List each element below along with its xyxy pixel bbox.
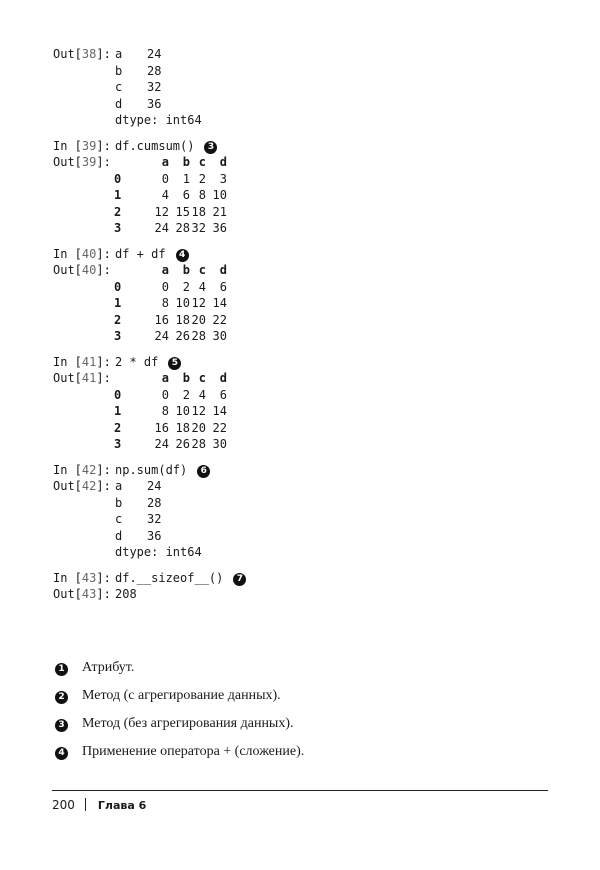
input-cell xyxy=(53,570,246,587)
note-text: Метод (с агрегирование данных). xyxy=(82,688,281,703)
table-cell: 12 xyxy=(191,404,206,418)
output-line xyxy=(53,112,202,129)
output-key: a xyxy=(115,479,123,493)
output-line xyxy=(53,154,115,171)
output-line xyxy=(53,544,202,561)
input-cell xyxy=(53,246,189,263)
prompt-number: 42 xyxy=(81,479,97,493)
note-text: Атрибут. xyxy=(82,660,135,675)
output-value: 36 xyxy=(147,96,162,111)
output-key: b xyxy=(115,63,123,78)
input-code: df + df xyxy=(115,246,166,261)
prompt-number: 41 xyxy=(81,371,97,385)
page-footer xyxy=(52,797,146,814)
row-index: 1 xyxy=(114,188,122,202)
output-line xyxy=(53,79,162,96)
output-value: 36 xyxy=(147,528,162,543)
output-key: dtype: int64 xyxy=(115,545,202,559)
table-cell: 0 xyxy=(161,387,169,402)
table-cell: 26 xyxy=(175,329,190,343)
output-line xyxy=(53,495,162,512)
table-cell: 6 xyxy=(182,188,190,202)
table-cell: 0 xyxy=(161,171,169,186)
row-index: 2 xyxy=(114,312,122,327)
table-cell: 8 xyxy=(161,404,169,418)
table-cell: 24 xyxy=(154,221,169,235)
column-header: d xyxy=(219,371,227,385)
note-text: Применение оператора + (сложение). xyxy=(82,744,305,759)
table-cell: 32 xyxy=(191,221,206,235)
output-line xyxy=(53,528,162,545)
table-cell: 4 xyxy=(198,387,206,402)
input-cell xyxy=(53,462,210,479)
note-item xyxy=(55,687,281,705)
output-prompt: Out[40]: xyxy=(53,263,111,277)
output-key: a xyxy=(115,47,123,61)
table-cell: 2 xyxy=(198,171,206,186)
output-value: 28 xyxy=(147,63,162,78)
prompt-number: 40 xyxy=(81,246,97,261)
input-code: df.cumsum() xyxy=(115,138,195,153)
output-line xyxy=(53,46,162,63)
output-key: 208 xyxy=(115,587,137,601)
table-cell: 2 xyxy=(182,387,190,402)
note-item xyxy=(55,715,294,733)
row-index: 1 xyxy=(114,296,122,310)
output-value: 32 xyxy=(147,512,162,526)
output-key: d xyxy=(115,96,123,111)
table-cell: 24 xyxy=(154,437,169,451)
page-number: 200 xyxy=(52,798,75,812)
table-cell: 18 xyxy=(175,312,190,327)
callout-marker: 1 xyxy=(55,663,68,676)
table-cell: 18 xyxy=(175,420,190,435)
table-cell: 18 xyxy=(191,204,206,219)
output-key: b xyxy=(115,495,123,510)
input-prompt: In [42]: xyxy=(53,462,111,477)
output-key: dtype: int64 xyxy=(115,113,202,127)
output-prompt: Out[39]: xyxy=(53,155,111,169)
output-key: d xyxy=(115,528,123,543)
table-cell: 2 xyxy=(182,279,190,294)
table-cell: 6 xyxy=(219,387,227,402)
column-header: d xyxy=(219,263,227,277)
column-header: d xyxy=(219,155,227,169)
output-line xyxy=(53,262,115,279)
table-cell: 10 xyxy=(212,188,227,202)
table-cell: 12 xyxy=(154,204,169,219)
table-cell: 30 xyxy=(212,329,227,343)
input-prompt: In [40]: xyxy=(53,246,111,261)
column-header: b xyxy=(182,263,190,277)
input-prompt: In [41]: xyxy=(53,354,111,369)
callout-marker: 3 xyxy=(55,719,68,732)
output-line xyxy=(53,96,162,113)
input-cell xyxy=(53,354,181,371)
output-line xyxy=(53,511,162,528)
note-text: Метод (без агрегирования данных). xyxy=(82,716,294,731)
table-cell: 12 xyxy=(191,296,206,310)
row-index: 1 xyxy=(114,404,122,418)
footer-rule xyxy=(52,790,548,791)
table-cell: 10 xyxy=(175,404,190,418)
callout-marker: 3 xyxy=(204,141,217,154)
row-index: 2 xyxy=(114,420,122,435)
table-cell: 4 xyxy=(161,188,169,202)
table-cell: 1 xyxy=(182,171,190,186)
note-item xyxy=(55,743,304,761)
table-cell: 28 xyxy=(175,221,190,235)
callout-marker: 2 xyxy=(55,691,68,704)
column-header: c xyxy=(198,155,206,169)
table-cell: 20 xyxy=(191,312,206,327)
row-index: 3 xyxy=(114,437,122,451)
prompt-number: 39 xyxy=(81,138,97,153)
row-index: 0 xyxy=(114,171,122,186)
output-key: c xyxy=(115,512,123,526)
table-cell: 22 xyxy=(212,312,227,327)
column-header: a xyxy=(161,371,169,385)
input-cell xyxy=(53,138,217,155)
table-cell: 14 xyxy=(212,404,227,418)
output-prompt: Out[43]: xyxy=(53,587,111,601)
table-cell: 22 xyxy=(212,420,227,435)
prompt-number: 41 xyxy=(81,354,97,369)
column-header: b xyxy=(182,371,190,385)
note-item xyxy=(55,659,134,677)
output-prompt: Out[42]: xyxy=(53,479,111,493)
table-cell: 16 xyxy=(154,312,169,327)
column-header: c xyxy=(198,263,206,277)
table-cell: 15 xyxy=(175,204,190,219)
input-code: 2 * df xyxy=(115,354,159,369)
prompt-number: 38 xyxy=(81,47,97,61)
callout-marker: 7 xyxy=(233,573,246,586)
table-cell: 28 xyxy=(191,437,206,451)
row-index: 0 xyxy=(114,279,122,294)
output-line xyxy=(53,586,137,603)
output-prompt: Out[41]: xyxy=(53,371,111,385)
input-prompt: In [39]: xyxy=(53,138,111,153)
table-cell: 4 xyxy=(198,279,206,294)
prompt-number: 39 xyxy=(81,155,97,169)
row-index: 3 xyxy=(114,221,122,235)
table-cell: 8 xyxy=(161,296,169,310)
prompt-number: 43 xyxy=(81,570,97,585)
table-cell: 26 xyxy=(175,437,190,451)
callout-marker: 6 xyxy=(197,465,210,478)
output-value: 28 xyxy=(147,495,162,510)
output-line xyxy=(53,370,115,387)
output-line xyxy=(53,63,162,80)
output-key: c xyxy=(115,80,123,94)
table-cell: 30 xyxy=(212,437,227,451)
table-cell: 36 xyxy=(212,221,227,235)
table-cell: 28 xyxy=(191,329,206,343)
input-code: np.sum(df) xyxy=(115,462,188,477)
output-prompt: Out[38]: xyxy=(53,47,111,61)
table-cell: 10 xyxy=(175,296,190,310)
input-prompt: In [43]: xyxy=(53,570,111,585)
table-cell: 14 xyxy=(212,296,227,310)
row-index: 3 xyxy=(114,329,122,343)
table-cell: 16 xyxy=(154,420,169,435)
output-value: 24 xyxy=(147,47,162,61)
row-index: 2 xyxy=(114,204,122,219)
table-cell: 24 xyxy=(154,329,169,343)
column-header: a xyxy=(161,155,169,169)
column-header: b xyxy=(182,155,190,169)
column-header: c xyxy=(198,371,206,385)
prompt-number: 42 xyxy=(81,462,97,477)
prompt-number: 43 xyxy=(81,587,97,601)
row-index: 0 xyxy=(114,387,122,402)
chapter-title: Глава 6 xyxy=(97,799,147,812)
table-cell: 0 xyxy=(161,279,169,294)
callout-marker: 5 xyxy=(168,357,181,370)
footer-divider xyxy=(85,798,86,811)
table-cell: 6 xyxy=(219,279,227,294)
output-line xyxy=(53,478,162,495)
output-value: 24 xyxy=(147,479,162,493)
prompt-number: 40 xyxy=(81,263,97,277)
input-code: df.__sizeof__() xyxy=(115,570,224,585)
output-value: 32 xyxy=(147,80,162,94)
table-cell: 21 xyxy=(212,204,227,219)
table-cell: 8 xyxy=(198,188,206,202)
column-header: a xyxy=(161,263,169,277)
callout-marker: 4 xyxy=(176,249,189,262)
table-cell: 3 xyxy=(219,171,227,186)
table-cell: 20 xyxy=(191,420,206,435)
callout-marker: 4 xyxy=(55,747,68,760)
